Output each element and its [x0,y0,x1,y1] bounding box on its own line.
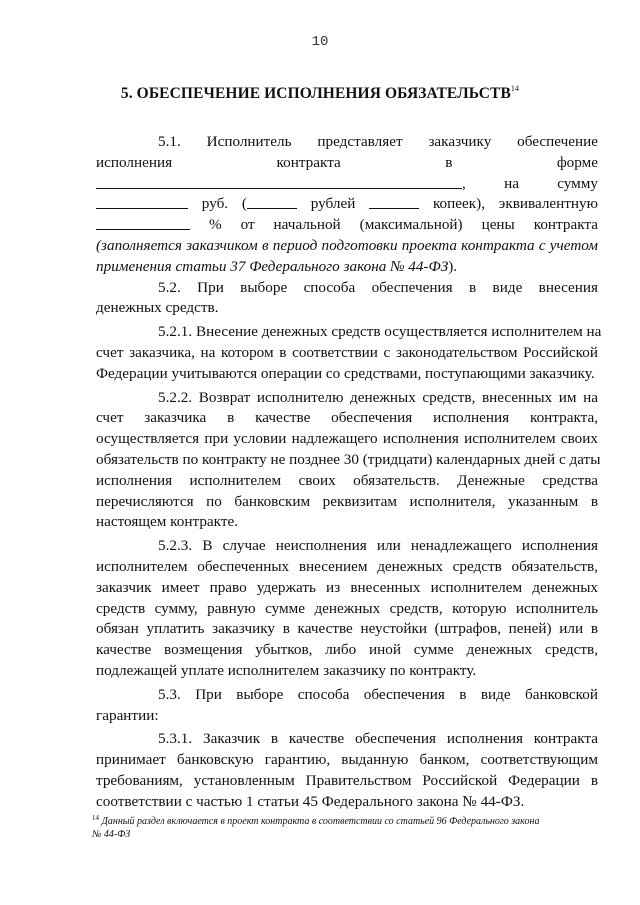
section-heading-text: 5. ОБЕСПЕЧЕНИЕ ИСПОЛНЕНИЯ ОБЯЗАТЕЛЬСТВ [120,85,511,102]
footnote-line-1: $^{14}$ Данный раздел включается в проект контракта в соответствии со статьей 96 Федерального закона [92,814,540,827]
clause-5-2-line-2: денежных средств. [96,299,219,317]
footnote-ref: 14 [510,84,520,93]
clause-5-2-3-line: заказчик имеет право удержать из внесенных исполнителем денежных [96,578,598,596]
clause-5-2-3-line: обязан уплатить заказчику в качестве неустойки (штрафов, пеней) или в [96,620,598,638]
clause-5-1-line-1: 5.1. Исполнитель представляет заказчику обеспечение [158,133,598,150]
clause-5-2-line-1: 5.2. При выборе способа обеспечения в виде внесения [158,278,598,296]
kopecks-blank-field[interactable] [369,194,419,209]
clause-5-2-2-line: перечисляются по банковским реквизитам исполнителя, указанным в [96,492,598,510]
clause-5-2-3-line: подлежащей уплате исполнителем заказчику по контракту. [96,661,477,679]
clause-5-3-line-1: 5.3. При выборе способа обеспечения в виде банковской [158,685,598,703]
clause-5-2-1-line: счет заказчика, на котором в соответствии с законодательством Российской [96,343,598,361]
clause-5-2-3-line: 5.2.3. В случае неисполнения или ненадлежащего исполнения [158,537,598,555]
footnote [92,812,592,841]
document-body [96,132,602,813]
clause-5-2-3-line: исполнителем обеспеченных внесением денежных средств обязательств, [96,557,598,575]
rubles-blank-field[interactable] [247,194,297,209]
percent-blank-field[interactable] [96,215,190,230]
clause-5-2-2-line: исполнения исполнителем своих обязательств. Денежные средства [96,471,598,489]
clause-5-3-1-line: принимает банковскую гарантию, выданную банком, соответствующим [96,751,598,769]
clause-5-3-1-line: 5.3.1. Заказчик в качестве обеспечения исполнения контракта [158,730,598,748]
section-heading [0,84,640,103]
clause-5-2-2-line: 5.2.2. Возврат исполнителю денежных средств, внесенных им на [158,388,598,406]
clause-5-1-line-5: % от начальной (максимальной) цены контракта [96,215,598,236]
clause-5-2-2-line: обязательств по контракту не позднее 30 (тридцати) календарных дней с даты [96,450,601,468]
clause-5-3-line-2: гарантии: [96,706,159,724]
clause-5-2-3-line: качестве возмещения убытков, либо иной сумме денежных средств, [96,641,598,659]
clause-5-1-line-3: , на сумму [96,174,598,195]
clause-5-1-note-line-2: применения статьи 37 Федерального закона № 44-ФЗ). [96,257,458,275]
clause-5-3-1-line: требованиям, установленным Правительством Российской Федерации в [96,771,598,789]
clause-5-2-3-line: средств сумму, равную сумме денежных средств, которую исполнитель [96,599,598,617]
clause-5-1-line-4: руб. ( рублей копеек), эквивалентную [96,194,598,215]
clause-5-3-1-line: соответствии с частью 1 статьи 45 Федерального закона № 44-ФЗ. [96,792,525,810]
clause-5-2-2-line: настоящем контракте. [96,513,239,531]
clause-5-2-2-line: счет заказчика в качестве обеспечения исполнения контракта, [96,409,598,427]
clause-5-1-line-2: исполнения контракта в форме [96,153,598,171]
page-number: 10 [311,34,329,50]
clause-5-1-note-line-1: (заполняется заказчиком в период подготовки проекта контракта с учетом [96,236,598,254]
clause-5-2-2-line: осуществляется при условии надлежащего исполнения исполнителем своих [96,430,598,448]
clause-5-2-1-line: Федерации учитываются операции со средствами, поступающими заказчику. [96,364,595,382]
clause-5-2-1-line: 5.2.1. Внесение денежных средств осуществляется исполнителем на [158,323,602,341]
footnote-line-2: № 44-ФЗ [92,829,131,840]
form-blank-field[interactable] [96,174,462,189]
amount-blank-field[interactable] [96,194,188,209]
